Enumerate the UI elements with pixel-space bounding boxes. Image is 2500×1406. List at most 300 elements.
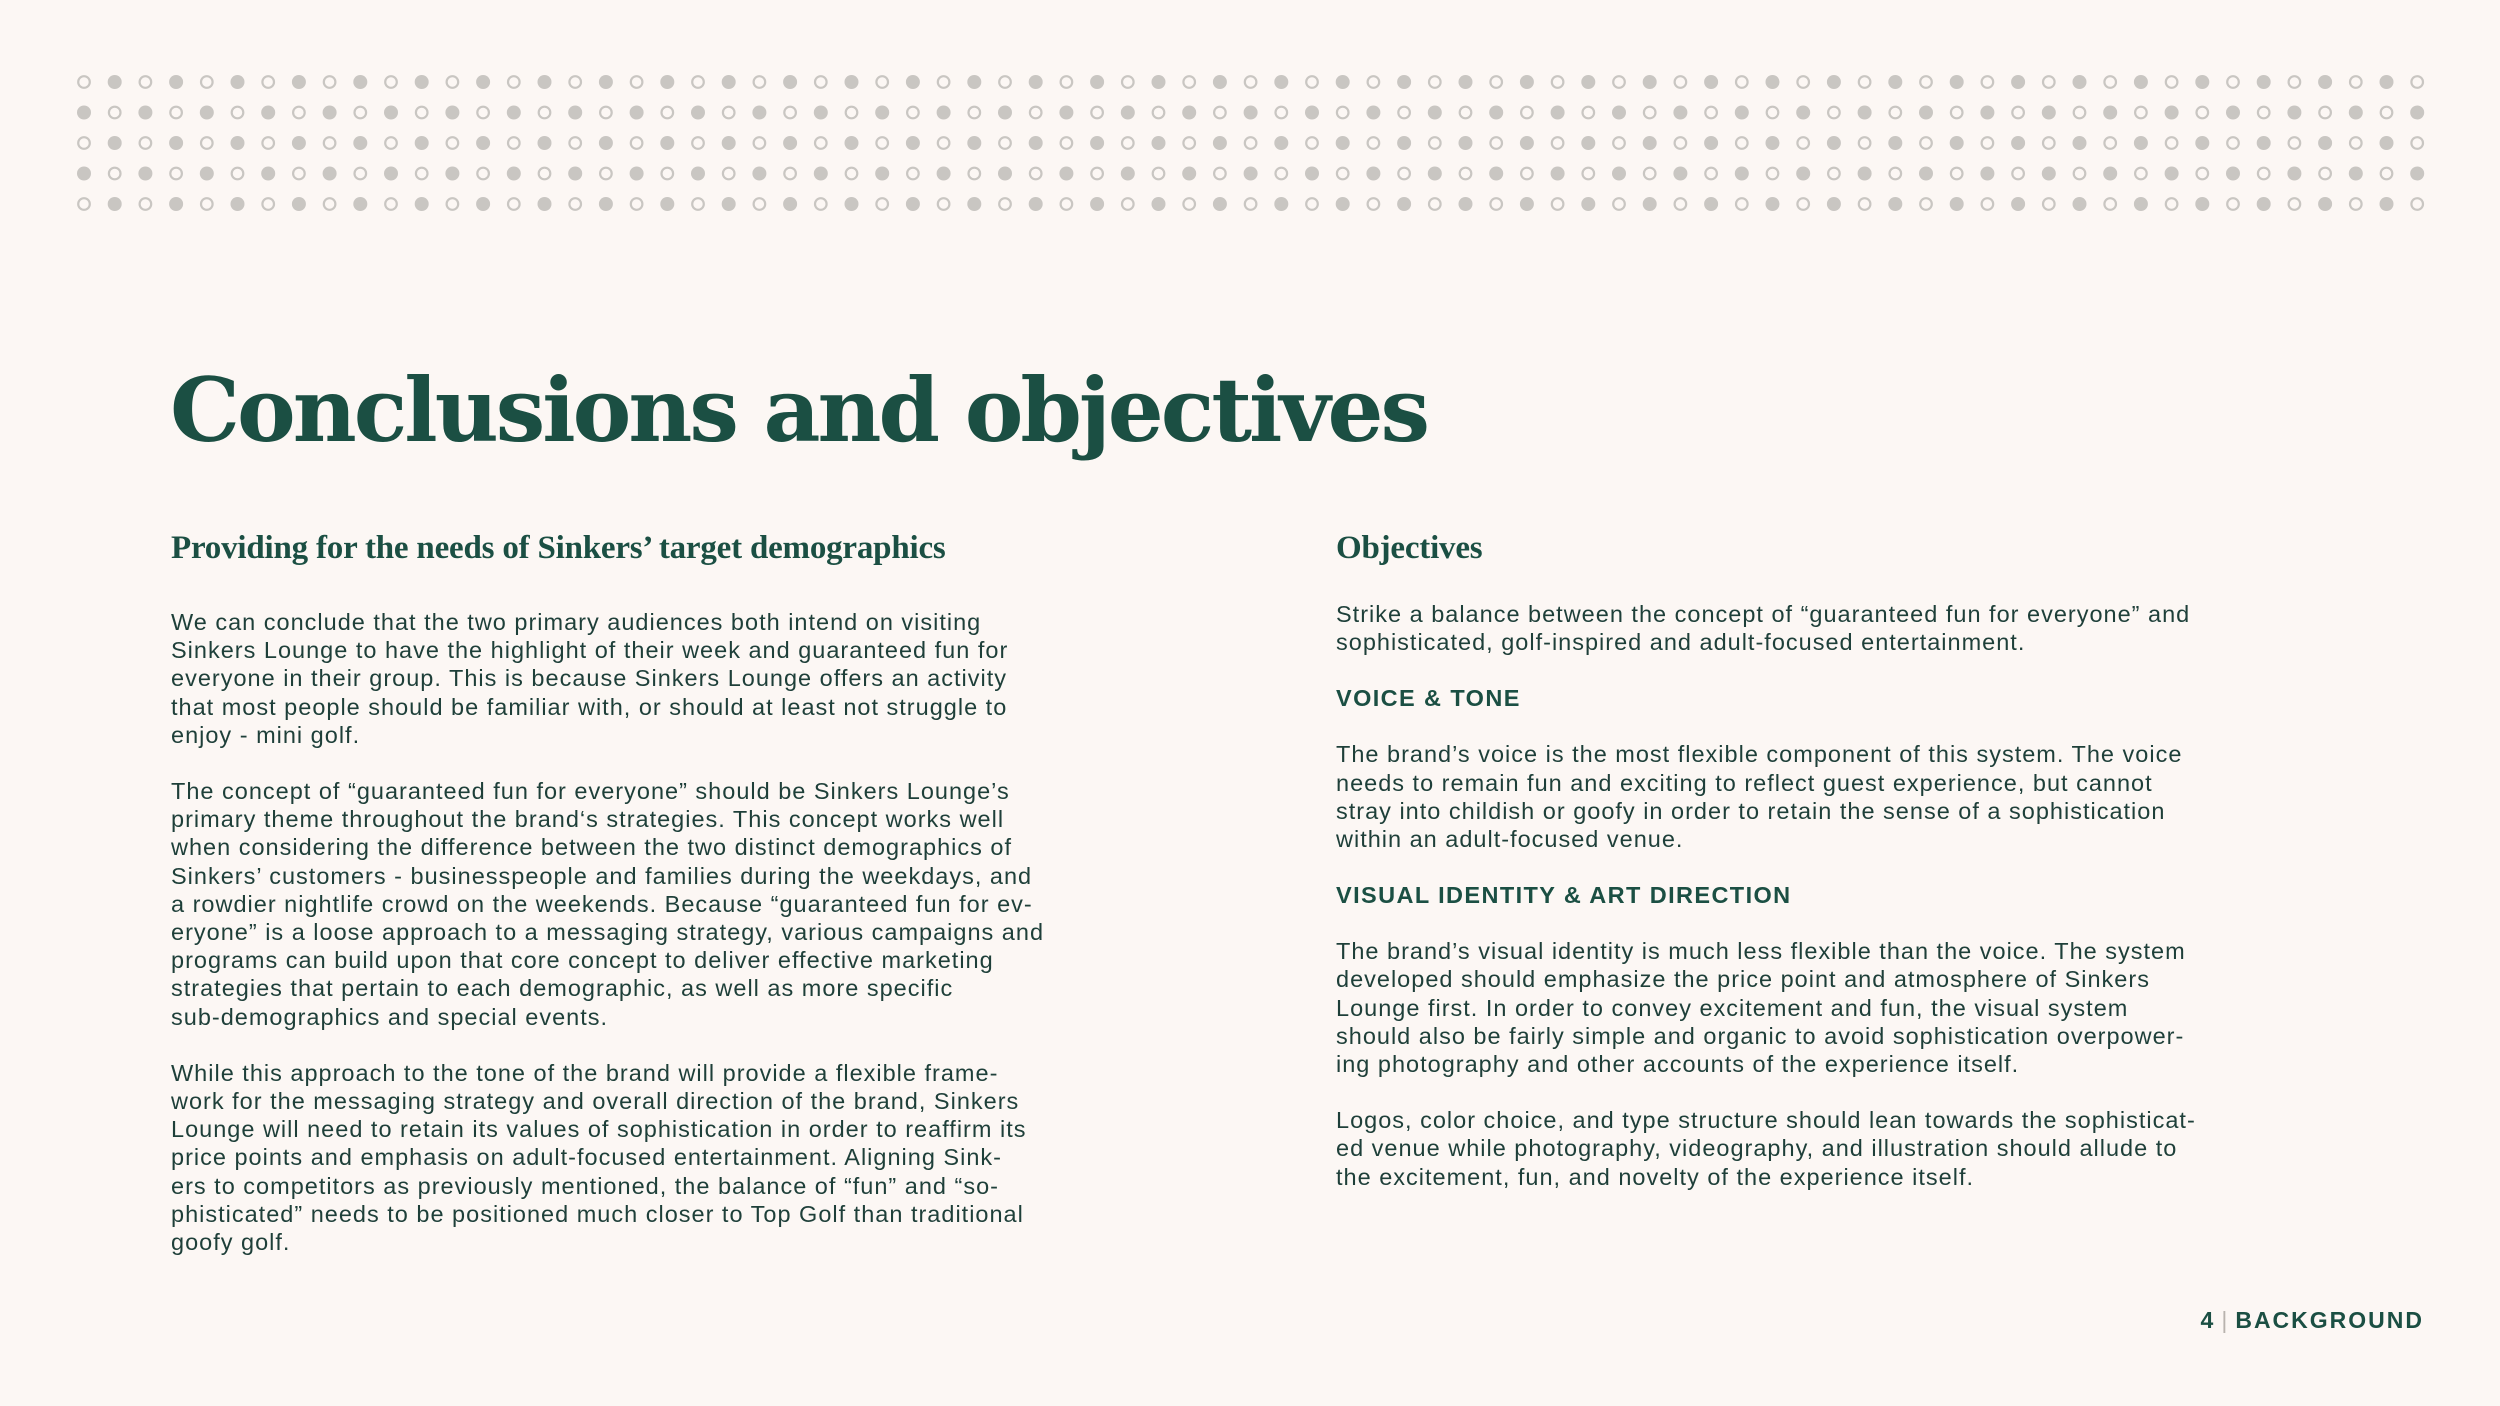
pattern-dot bbox=[1859, 137, 1871, 149]
pattern-dot bbox=[1888, 197, 1902, 211]
pattern-dot bbox=[1429, 198, 1441, 210]
pattern-dot bbox=[691, 167, 705, 181]
pattern-dot bbox=[752, 167, 766, 181]
pattern-dot bbox=[292, 136, 306, 150]
pattern-dot bbox=[261, 167, 275, 181]
pattern-dot bbox=[476, 75, 490, 89]
pattern-dot bbox=[1613, 76, 1625, 88]
pattern-dot bbox=[353, 197, 367, 211]
pattern-dot bbox=[1950, 136, 1964, 150]
pattern-dot bbox=[1890, 107, 1902, 119]
pattern-dot bbox=[1183, 137, 1195, 149]
pattern-dot bbox=[1704, 75, 1718, 89]
pattern-dot bbox=[108, 136, 122, 150]
pattern-dot bbox=[875, 167, 889, 181]
pattern-dot bbox=[1950, 75, 1964, 89]
pattern-dot bbox=[2411, 137, 2423, 149]
pattern-dot bbox=[140, 76, 152, 88]
voice-tone-heading: VOICE & TONE bbox=[1336, 685, 1521, 712]
pattern-dot bbox=[1029, 197, 1043, 211]
pattern-dot bbox=[1059, 106, 1073, 120]
pattern-dot bbox=[2043, 137, 2055, 149]
pattern-dot bbox=[2103, 167, 2117, 181]
pattern-dot bbox=[967, 136, 981, 150]
pattern-dot bbox=[477, 168, 489, 180]
objectives-heading: Objectives bbox=[1336, 530, 1483, 566]
pattern-dot bbox=[1827, 197, 1841, 211]
pattern-dot bbox=[2011, 136, 2025, 150]
pattern-dot bbox=[1213, 75, 1227, 89]
pattern-dot bbox=[1276, 168, 1288, 180]
pattern-dot bbox=[569, 76, 581, 88]
pattern-dot bbox=[875, 106, 889, 120]
pattern-dot bbox=[2318, 197, 2332, 211]
pattern-dot bbox=[1336, 197, 1350, 211]
visual-identity-heading: VISUAL IDENTITY & ART DIRECTION bbox=[1336, 882, 1792, 909]
pattern-dot bbox=[2073, 75, 2087, 89]
pattern-dot bbox=[1675, 198, 1687, 210]
pattern-dot bbox=[2074, 168, 2086, 180]
pattern-dot bbox=[415, 136, 429, 150]
pattern-dot bbox=[262, 76, 274, 88]
pattern-dot bbox=[1766, 197, 1780, 211]
pattern-dot bbox=[2042, 106, 2056, 120]
pattern-dot bbox=[324, 198, 336, 210]
pattern-dot bbox=[1182, 106, 1196, 120]
pattern-dot bbox=[538, 75, 552, 89]
pattern-dot bbox=[353, 75, 367, 89]
pattern-dot bbox=[1797, 76, 1809, 88]
pattern-dot bbox=[815, 76, 827, 88]
pattern-dot bbox=[1337, 168, 1349, 180]
pattern-dot bbox=[140, 198, 152, 210]
pattern-dot bbox=[508, 137, 520, 149]
pattern-dot bbox=[1489, 167, 1503, 181]
pattern-dot bbox=[1244, 106, 1258, 120]
pattern-dot bbox=[200, 167, 214, 181]
pattern-dot bbox=[415, 75, 429, 89]
pattern-dot bbox=[1919, 167, 1933, 181]
pattern-dot bbox=[722, 136, 736, 150]
pattern-dot bbox=[2350, 76, 2362, 88]
pattern-dot bbox=[538, 197, 552, 211]
pattern-dot bbox=[1643, 136, 1657, 150]
pattern-dot bbox=[2289, 198, 2301, 210]
pattern-dot bbox=[1982, 137, 1994, 149]
pattern-dot bbox=[2380, 75, 2394, 89]
pattern-dot bbox=[109, 168, 121, 180]
pattern-dot bbox=[1091, 168, 1103, 180]
pattern-dot bbox=[631, 76, 643, 88]
pattern-dot bbox=[998, 106, 1012, 120]
footer-separator: | bbox=[2221, 1307, 2230, 1333]
pattern-dot bbox=[355, 107, 367, 119]
page-title: Conclusions and objectives bbox=[170, 358, 1428, 462]
pattern-dot bbox=[568, 167, 582, 181]
pattern-dot bbox=[508, 198, 520, 210]
pattern-dot bbox=[231, 136, 245, 150]
pattern-dot bbox=[1336, 136, 1350, 150]
pattern-dot bbox=[1950, 197, 1964, 211]
pattern-dot bbox=[109, 107, 121, 119]
pattern-dot bbox=[600, 107, 612, 119]
pattern-dot bbox=[660, 75, 674, 89]
pattern-dot bbox=[1888, 136, 1902, 150]
pattern-dot bbox=[723, 168, 735, 180]
pattern-dot bbox=[1920, 137, 1932, 149]
pattern-dot bbox=[416, 107, 428, 119]
pattern-dot bbox=[232, 107, 244, 119]
pattern-dot bbox=[2134, 197, 2148, 211]
pattern-dot bbox=[232, 168, 244, 180]
pattern-dot bbox=[906, 136, 920, 150]
pattern-dot bbox=[1366, 106, 1380, 120]
pattern-dot bbox=[1675, 137, 1687, 149]
pattern-dot bbox=[906, 197, 920, 211]
pattern-dot bbox=[1368, 137, 1380, 149]
pattern-dot bbox=[385, 137, 397, 149]
pattern-dot bbox=[292, 75, 306, 89]
pattern-dot bbox=[814, 106, 828, 120]
voice-tone-text: The brand’s voice is the most flexible component of this system. The voice needs to remain fun and exciting to reflect guest experience, but cannot stray into childish or goofy in order to retain the sense of a sophistication within an adult-focused venue. bbox=[1336, 741, 2183, 853]
pattern-dot bbox=[1736, 137, 1748, 149]
pattern-dot bbox=[1951, 168, 1963, 180]
pattern-dot bbox=[1980, 167, 1994, 181]
pattern-dot bbox=[630, 167, 644, 181]
pattern-dot bbox=[2135, 107, 2147, 119]
pattern-dot bbox=[1490, 137, 1502, 149]
pattern-dot bbox=[262, 198, 274, 210]
pattern-dot bbox=[384, 106, 398, 120]
pattern-dot bbox=[1920, 198, 1932, 210]
pattern-dot bbox=[1459, 136, 1473, 150]
pattern-dot bbox=[1305, 106, 1319, 120]
page-number: 4 bbox=[2200, 1307, 2216, 1333]
pattern-dot bbox=[1061, 76, 1073, 88]
pattern-dot bbox=[845, 136, 859, 150]
pattern-dot bbox=[385, 198, 397, 210]
pattern-dot bbox=[691, 106, 705, 120]
pattern-dot bbox=[2166, 76, 2178, 88]
right-column bbox=[1336, 526, 2376, 1219]
pattern-dot bbox=[140, 137, 152, 149]
pattern-dot bbox=[1460, 168, 1472, 180]
pattern-dot bbox=[507, 106, 521, 120]
pattern-dot bbox=[876, 137, 888, 149]
pattern-dot bbox=[231, 197, 245, 211]
pattern-dot bbox=[1766, 136, 1780, 150]
pattern-dot bbox=[1397, 75, 1411, 89]
pattern-dot bbox=[1459, 197, 1473, 211]
pattern-dot bbox=[169, 75, 183, 89]
pattern-dot bbox=[600, 168, 612, 180]
pattern-dot bbox=[1428, 167, 1442, 181]
pattern-dot bbox=[78, 137, 90, 149]
pattern-dot bbox=[1090, 75, 1104, 89]
pattern-dot bbox=[814, 167, 828, 181]
pattern-dot bbox=[1397, 136, 1411, 150]
pattern-dot bbox=[2410, 106, 2424, 120]
pattern-dot bbox=[1736, 198, 1748, 210]
pattern-dot bbox=[353, 136, 367, 150]
visual-identity-paragraph-2: Logos, color choice, and type structure should lean towards the sophisticat- ed venue while photography, videography, and illustration should allude to the excitement, fun, and novelty of the experience itself. bbox=[1336, 1107, 2196, 1190]
pattern-dot bbox=[1704, 136, 1718, 150]
pattern-dot bbox=[2166, 198, 2178, 210]
pattern-dot bbox=[1274, 197, 1288, 211]
pattern-dot bbox=[1306, 198, 1318, 210]
pattern-dot bbox=[1182, 167, 1196, 181]
pattern-dot bbox=[2319, 107, 2331, 119]
pattern-dot bbox=[722, 197, 736, 211]
pattern-dot bbox=[77, 106, 91, 120]
pattern-dot bbox=[907, 168, 919, 180]
pattern-dot bbox=[937, 167, 951, 181]
pattern-dot bbox=[2289, 137, 2301, 149]
pattern-dot bbox=[938, 198, 950, 210]
pattern-dot bbox=[2166, 137, 2178, 149]
pattern-dot bbox=[1059, 167, 1073, 181]
left-paragraph-2: The concept of “guaranteed fun for everyone” should be Sinkers Lounge’s primary theme throughout the brand‘s strategies. This concept works well when considering the difference between the two distinct demographics of Sinkers’ customers - businesspeople and families during the weekdays, and a rowdier nightlife crowd on the weekends. Because “guaranteed fun for ev- eryone” is a loose approach to a messaging strategy, various campaigns and programs can build upon that core concept to deliver effective marketing strategies that pertain to each demographic, as well as more specific sub-demographics and special events. bbox=[171, 778, 1045, 1030]
pattern-dot bbox=[507, 167, 521, 181]
pattern-dot bbox=[1673, 106, 1687, 120]
pattern-dot bbox=[138, 106, 152, 120]
pattern-dot bbox=[323, 167, 337, 181]
pattern-dot bbox=[508, 76, 520, 88]
pattern-dot bbox=[1827, 75, 1841, 89]
pattern-dot bbox=[1797, 137, 1809, 149]
pattern-dot bbox=[2195, 75, 2209, 89]
pattern-dot bbox=[1551, 167, 1565, 181]
pattern-dot bbox=[815, 137, 827, 149]
pattern-dot bbox=[1735, 167, 1749, 181]
pattern-dot bbox=[2349, 106, 2363, 120]
pattern-dot bbox=[538, 136, 552, 150]
pattern-dot bbox=[1214, 107, 1226, 119]
pattern-dot bbox=[1459, 75, 1473, 89]
pattern-dot bbox=[1398, 168, 1410, 180]
pattern-dot bbox=[660, 136, 674, 150]
pattern-dot bbox=[754, 137, 766, 149]
pattern-dot bbox=[2318, 75, 2332, 89]
pattern-dot bbox=[599, 136, 613, 150]
pattern-dot bbox=[476, 197, 490, 211]
pattern-dot bbox=[876, 76, 888, 88]
pattern-dot bbox=[476, 136, 490, 150]
pattern-dot bbox=[1366, 167, 1380, 181]
pattern-dot bbox=[201, 137, 213, 149]
pattern-dot bbox=[1890, 168, 1902, 180]
pattern-dot bbox=[1460, 107, 1472, 119]
pattern-dot bbox=[1337, 107, 1349, 119]
pattern-dot bbox=[846, 107, 858, 119]
pattern-dot bbox=[1090, 197, 1104, 211]
pattern-dot bbox=[2135, 168, 2147, 180]
pattern-dot bbox=[1122, 137, 1134, 149]
pattern-dot bbox=[630, 106, 644, 120]
pattern-dot bbox=[784, 168, 796, 180]
pattern-dot bbox=[876, 198, 888, 210]
pattern-dot bbox=[722, 75, 736, 89]
pattern-dot bbox=[1306, 137, 1318, 149]
pattern-dot bbox=[692, 76, 704, 88]
pattern-dot bbox=[2381, 107, 2393, 119]
pattern-dot bbox=[1613, 198, 1625, 210]
pattern-dot bbox=[445, 167, 459, 181]
pattern-dot bbox=[2195, 136, 2209, 150]
pattern-dot bbox=[262, 137, 274, 149]
pattern-dot bbox=[2227, 76, 2239, 88]
pattern-dot bbox=[1245, 137, 1257, 149]
pattern-dot bbox=[754, 198, 766, 210]
pattern-dot bbox=[261, 106, 275, 120]
pattern-dot bbox=[815, 198, 827, 210]
pattern-dot bbox=[2226, 167, 2240, 181]
pattern-dot bbox=[2257, 75, 2271, 89]
pattern-dot bbox=[1827, 136, 1841, 150]
pattern-dot bbox=[1675, 76, 1687, 88]
pattern-dot bbox=[2411, 76, 2423, 88]
pattern-dot bbox=[1490, 76, 1502, 88]
pattern-dot bbox=[937, 106, 951, 120]
pattern-dot bbox=[324, 137, 336, 149]
pattern-dot bbox=[1828, 107, 1840, 119]
pattern-dot bbox=[78, 76, 90, 88]
pattern-dot bbox=[938, 137, 950, 149]
pattern-dot bbox=[385, 76, 397, 88]
dot-pattern-decoration bbox=[76, 74, 2430, 216]
pattern-dot bbox=[1274, 75, 1288, 89]
pattern-dot bbox=[2350, 137, 2362, 149]
pattern-dot bbox=[784, 107, 796, 119]
pattern-dot bbox=[631, 198, 643, 210]
pattern-dot bbox=[1767, 107, 1779, 119]
pattern-dot bbox=[2258, 168, 2270, 180]
pattern-dot bbox=[2287, 106, 2301, 120]
pattern-dot bbox=[477, 107, 489, 119]
pattern-dot bbox=[1736, 76, 1748, 88]
pattern-dot bbox=[2318, 136, 2332, 150]
pattern-dot bbox=[2287, 167, 2301, 181]
pattern-dot bbox=[2012, 168, 2024, 180]
pattern-dot bbox=[783, 75, 797, 89]
pattern-dot bbox=[1951, 107, 1963, 119]
pattern-dot bbox=[138, 167, 152, 181]
pattern-dot bbox=[1766, 75, 1780, 89]
pattern-dot bbox=[2349, 167, 2363, 181]
pattern-dot bbox=[1183, 76, 1195, 88]
pattern-dot bbox=[1030, 107, 1042, 119]
pattern-dot bbox=[1735, 106, 1749, 120]
pattern-dot bbox=[200, 106, 214, 120]
pattern-dot bbox=[938, 76, 950, 88]
pattern-dot bbox=[599, 197, 613, 211]
pattern-dot bbox=[1581, 75, 1595, 89]
pattern-dot bbox=[1980, 106, 1994, 120]
pattern-dot bbox=[2073, 136, 2087, 150]
pattern-dot bbox=[415, 197, 429, 211]
pattern-dot bbox=[1029, 75, 1043, 89]
pattern-dot bbox=[1521, 107, 1533, 119]
pattern-dot bbox=[1213, 136, 1227, 150]
pattern-dot bbox=[2104, 76, 2116, 88]
pattern-dot bbox=[2411, 198, 2423, 210]
pattern-dot bbox=[2319, 168, 2331, 180]
pattern-dot bbox=[998, 167, 1012, 181]
pattern-dot bbox=[293, 168, 305, 180]
pattern-dot bbox=[662, 168, 674, 180]
pattern-dot bbox=[969, 168, 981, 180]
pattern-dot bbox=[2011, 75, 2025, 89]
pattern-dot bbox=[2380, 197, 2394, 211]
pattern-dot bbox=[1612, 106, 1626, 120]
pattern-dot bbox=[1121, 167, 1135, 181]
pattern-dot bbox=[1858, 106, 1872, 120]
pattern-dot bbox=[2103, 106, 2117, 120]
pattern-dot bbox=[539, 107, 551, 119]
pattern-dot bbox=[293, 107, 305, 119]
pattern-dot bbox=[1552, 198, 1564, 210]
pattern-dot bbox=[292, 197, 306, 211]
pattern-dot bbox=[1520, 75, 1534, 89]
pattern-dot bbox=[2380, 136, 2394, 150]
pattern-dot bbox=[1061, 198, 1073, 210]
pattern-dot bbox=[2381, 168, 2393, 180]
pattern-dot bbox=[845, 75, 859, 89]
pattern-dot bbox=[660, 197, 674, 211]
pattern-dot bbox=[1982, 76, 1994, 88]
pattern-dot bbox=[108, 75, 122, 89]
pattern-dot bbox=[2289, 76, 2301, 88]
pattern-dot bbox=[999, 76, 1011, 88]
pattern-dot bbox=[1858, 167, 1872, 181]
pattern-dot bbox=[1305, 167, 1319, 181]
pattern-dot bbox=[2042, 167, 2056, 181]
page-footer bbox=[2201, 1307, 2424, 1334]
pattern-dot bbox=[1122, 76, 1134, 88]
pattern-dot bbox=[569, 198, 581, 210]
pattern-dot bbox=[447, 76, 459, 88]
pattern-dot bbox=[1705, 168, 1717, 180]
pattern-dot bbox=[1705, 107, 1717, 119]
pattern-dot bbox=[447, 198, 459, 210]
pattern-dot bbox=[77, 167, 91, 181]
pattern-dot bbox=[1244, 167, 1258, 181]
pattern-dot bbox=[1521, 168, 1533, 180]
pattern-dot bbox=[1428, 106, 1442, 120]
pattern-dot bbox=[1489, 106, 1503, 120]
pattern-dot bbox=[1336, 75, 1350, 89]
pattern-dot bbox=[1213, 197, 1227, 211]
pattern-dot bbox=[1767, 168, 1779, 180]
pattern-dot bbox=[1306, 76, 1318, 88]
pattern-dot bbox=[692, 137, 704, 149]
pattern-dot bbox=[845, 197, 859, 211]
pattern-dot bbox=[170, 107, 182, 119]
pattern-dot bbox=[447, 137, 459, 149]
pattern-dot bbox=[969, 107, 981, 119]
pattern-dot bbox=[846, 168, 858, 180]
pattern-dot bbox=[1153, 107, 1165, 119]
pattern-dot bbox=[1644, 168, 1656, 180]
pattern-dot bbox=[2410, 167, 2424, 181]
pattern-dot bbox=[662, 107, 674, 119]
pattern-dot bbox=[1828, 168, 1840, 180]
pattern-dot bbox=[2165, 106, 2179, 120]
pattern-dot bbox=[1612, 167, 1626, 181]
pattern-dot bbox=[907, 107, 919, 119]
pattern-dot bbox=[2197, 107, 2209, 119]
pattern-dot bbox=[999, 137, 1011, 149]
